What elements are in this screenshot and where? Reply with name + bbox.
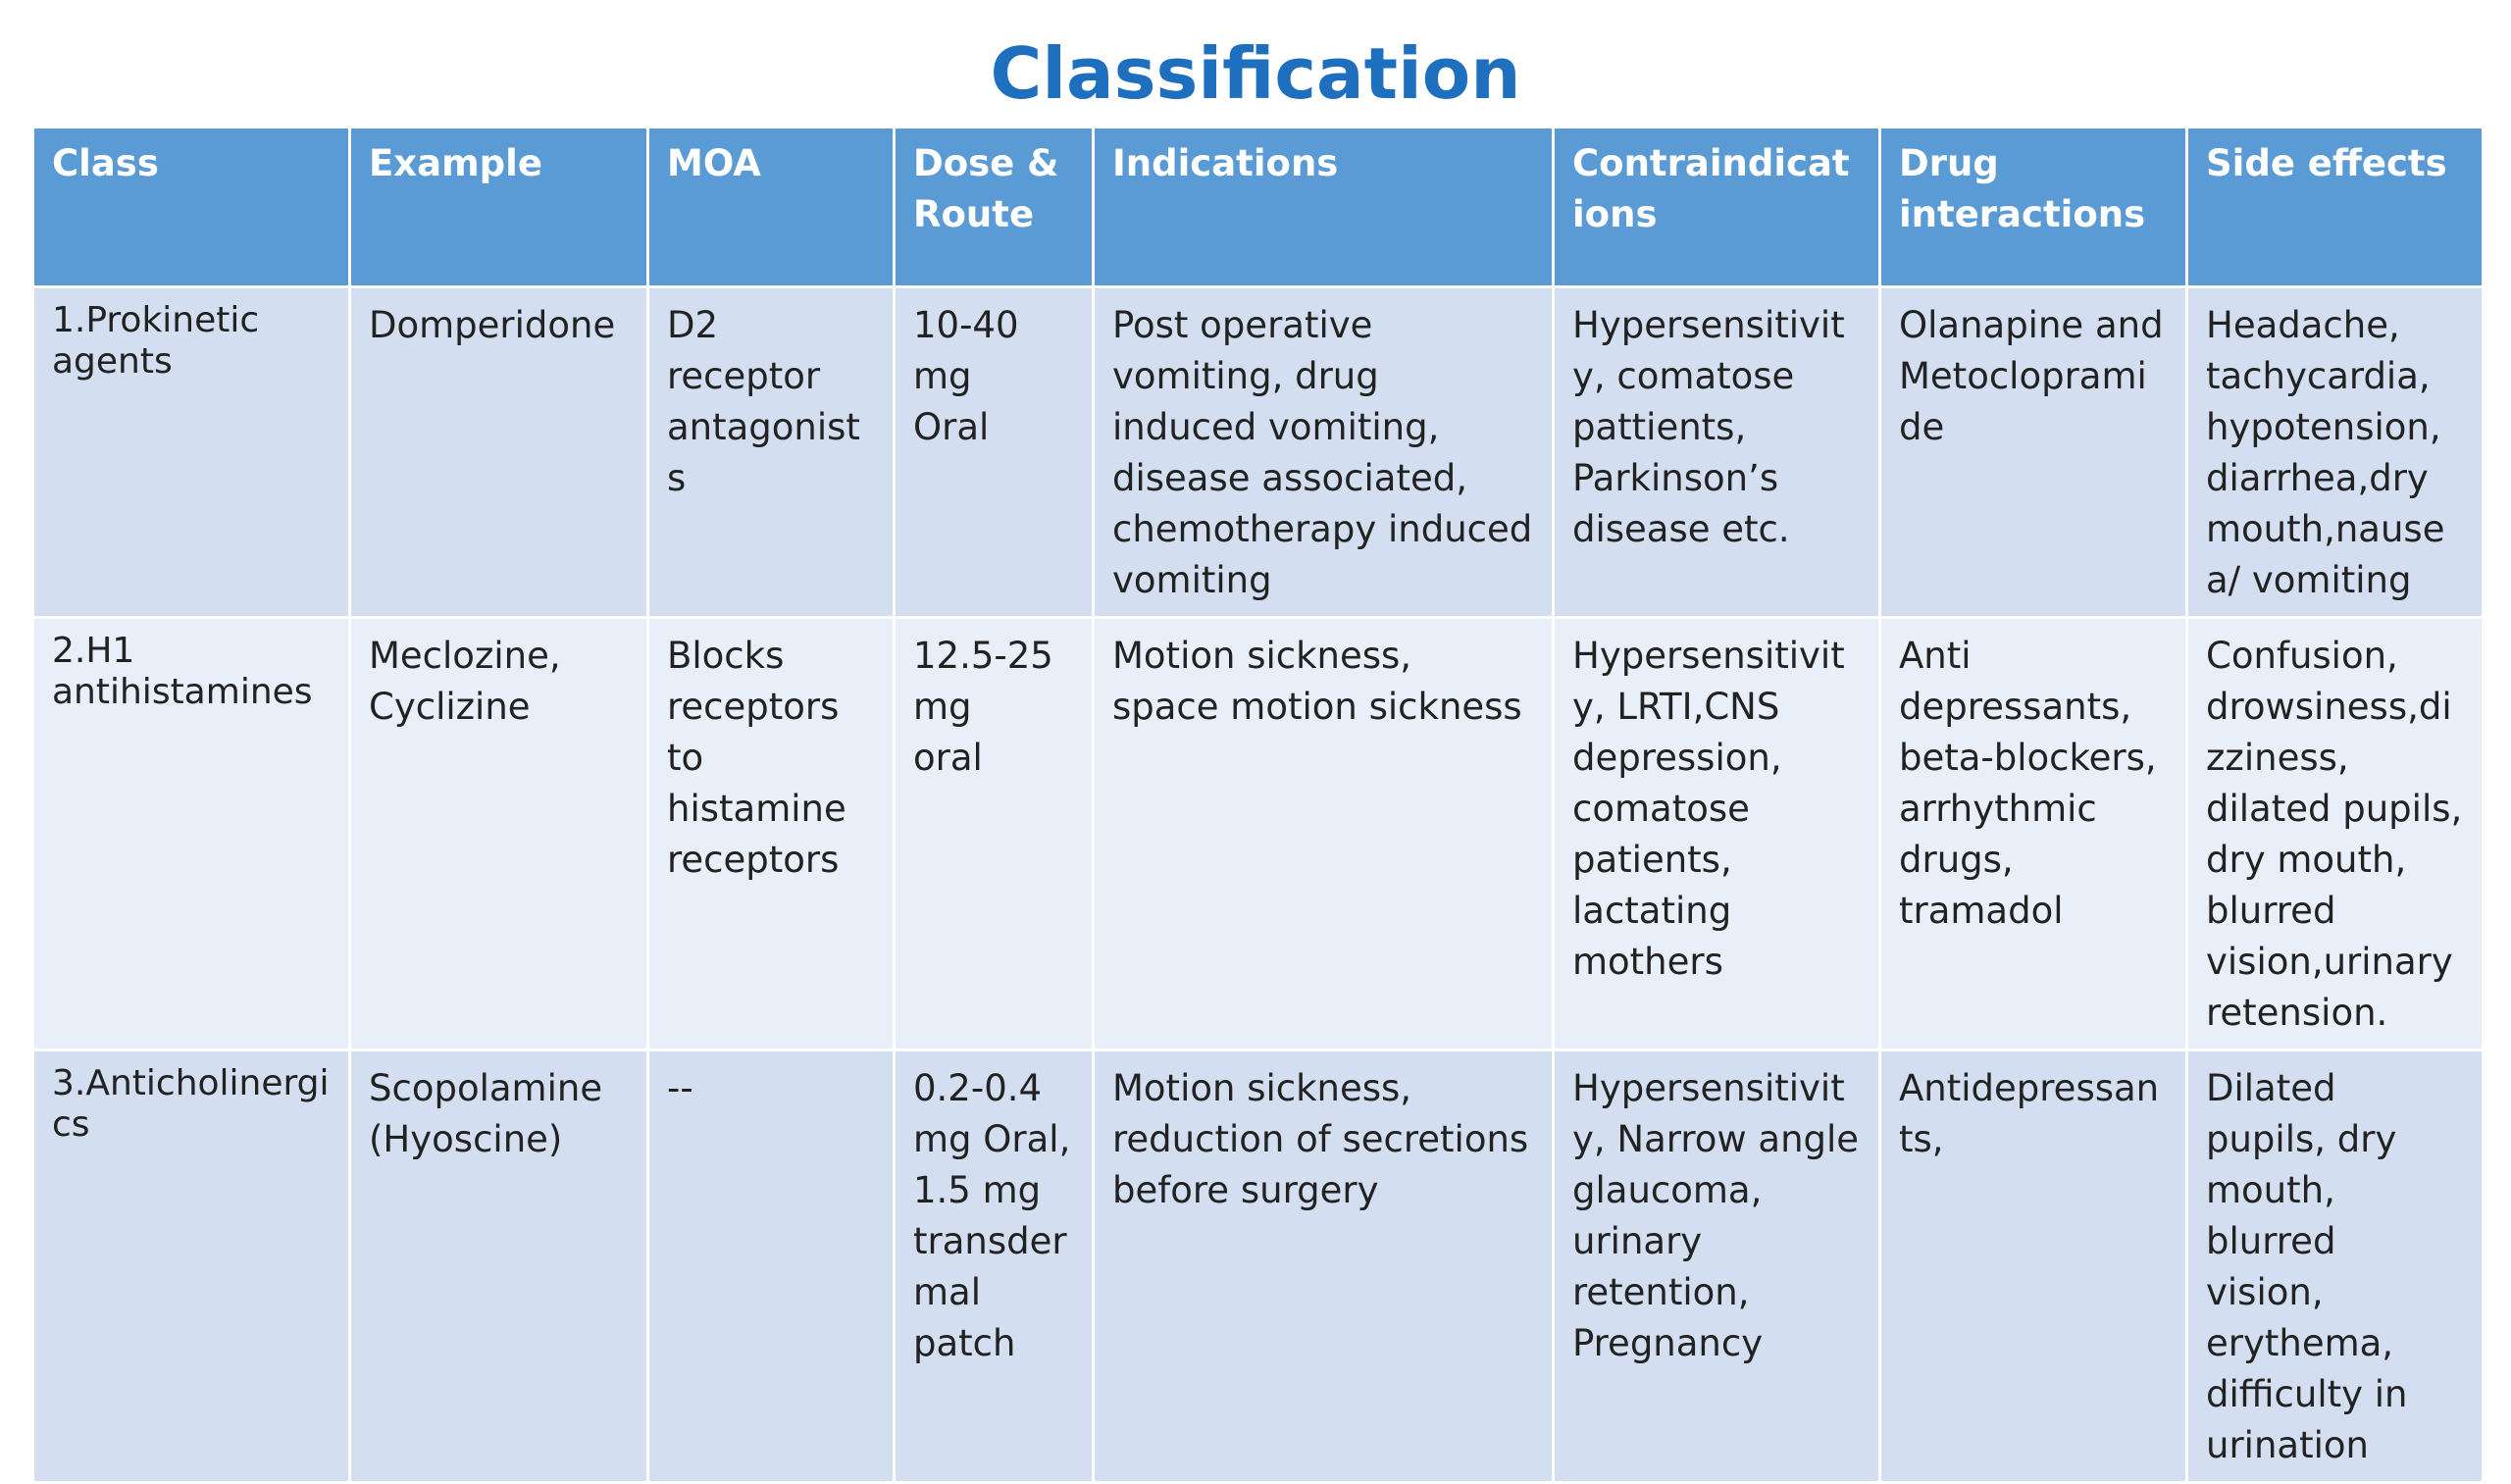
table-row bbox=[33, 1050, 2484, 1483]
dose-line: mg bbox=[913, 355, 972, 397]
header-indications: Indications bbox=[1094, 128, 1554, 287]
cell-moa: Blocks receptors to histamine receptors bbox=[648, 618, 895, 1050]
dose-line: 10-40 bbox=[913, 304, 1019, 346]
header-side-effects: Side effects bbox=[2187, 128, 2484, 287]
header-drug-interactions: Drug interactions bbox=[1880, 128, 2187, 287]
cell-contraindications: Hypersensitivity, comatose pattients, Parkinson’s disease etc. bbox=[1554, 287, 1880, 618]
cell-example: Meclozine, Cyclizine bbox=[350, 618, 648, 1050]
cell-moa: D2 receptor antagonists bbox=[648, 287, 895, 618]
cell-dose-route bbox=[895, 618, 1094, 1050]
cell-indications bbox=[1094, 618, 1554, 1050]
cell-dose-route: 0.2-0.4 mg Oral, 1.5 mg transdermal patch bbox=[895, 1050, 1094, 1483]
cell-side-effects: Headache, tachycardia, hypotension, diarrhea,dry mouth,nausea/ vomiting bbox=[2187, 287, 2484, 618]
header-moa: MOA bbox=[648, 128, 895, 287]
table-row bbox=[33, 618, 2484, 1050]
cell-drug-interactions: Antidepressants, bbox=[1880, 1050, 2187, 1483]
cell-moa: -- bbox=[648, 1050, 895, 1483]
cell-example: Scopolamine (Hyoscine) bbox=[350, 1050, 648, 1483]
header-example: Example bbox=[350, 128, 648, 287]
header-contraindications: Contraindications bbox=[1554, 128, 1880, 287]
cell-drug-interactions: Anti depressants, beta-blockers, arrhythmic drugs, tramadol bbox=[1880, 618, 2187, 1050]
cell-side-effects: Dilated pupils, dry mouth, blurred vision, erythema, difficulty in urination bbox=[2187, 1050, 2484, 1483]
indication-line: space motion sickness bbox=[1112, 686, 1522, 728]
cell-class: 1.Prokinetic agents bbox=[33, 287, 350, 618]
header-dose-route: Dose & Route bbox=[895, 128, 1094, 287]
table-header-row bbox=[33, 128, 2484, 287]
cell-contraindications: Hypersensitivity, LRTI,CNS depression, comatose patients, lactating mothers bbox=[1554, 618, 1880, 1050]
table-row bbox=[33, 287, 2484, 618]
cell-side-effects: Confusion, drowsiness,dizziness, dilated pupils, dry mouth, blurred vision,urinary retension. bbox=[2187, 618, 2484, 1050]
cell-class: 2.H1 antihistamines bbox=[33, 618, 350, 1050]
indication-line: Motion sickness, bbox=[1112, 635, 1412, 677]
page-title: Classification bbox=[990, 32, 1521, 115]
classification-table-container bbox=[31, 126, 2482, 1484]
cell-drug-interactions: Olanapine and Metoclopramide bbox=[1880, 287, 2187, 618]
cell-contraindications: Hypersensitivity, Narrow angle glaucoma, urinary retention, Pregnancy bbox=[1554, 1050, 1880, 1483]
header-class: Class bbox=[33, 128, 350, 287]
cell-example: Domperidone bbox=[350, 287, 648, 618]
dose-line: oral bbox=[913, 737, 983, 779]
cell-dose-route bbox=[895, 287, 1094, 618]
dose-line: mg bbox=[913, 686, 972, 728]
cell-indications: Post operative vomiting, drug induced vomiting, disease associated, chemotherapy induced vomiting bbox=[1094, 287, 1554, 618]
classification-table bbox=[31, 126, 2485, 1484]
cell-class: 3.Anticholinergics bbox=[33, 1050, 350, 1483]
dose-line: Oral bbox=[913, 406, 990, 448]
cell-indications: Motion sickness, reduction of secretions before surgery bbox=[1094, 1050, 1554, 1483]
dose-line: 12.5-25 bbox=[913, 635, 1053, 677]
